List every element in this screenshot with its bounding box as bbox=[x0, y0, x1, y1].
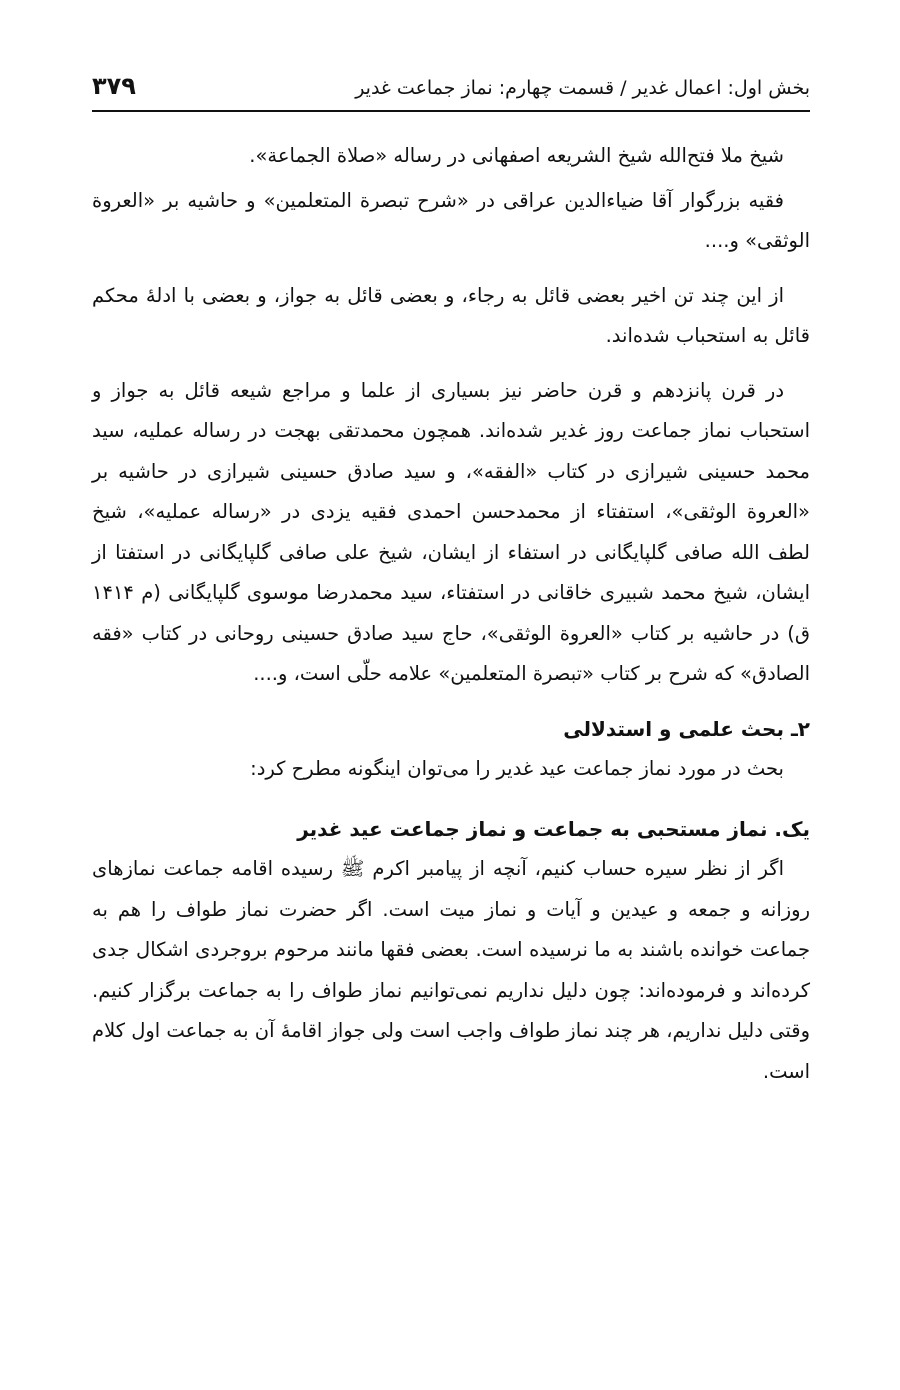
page-number: ۳۷۹ bbox=[92, 72, 136, 100]
spacer bbox=[92, 789, 810, 795]
paragraph-opinions: از این چند تن اخیر بعضی قائل به رجاء، و بعضی قائل به جواز، و بعضی با ادلۀ محکم قائل به استحباب شده‌اند. bbox=[92, 283, 810, 347]
chapter-title: بخش اول: اعمال غدیر / قسمت چهارم: نماز جماعت غدیر bbox=[355, 77, 810, 99]
section-intro: بحث در مورد نماز جماعت عید غدیر را می‌توان اینگونه مطرح کرد: bbox=[250, 756, 784, 780]
page-body bbox=[92, 136, 810, 1092]
book-page bbox=[92, 68, 810, 1092]
running-header bbox=[92, 68, 810, 112]
paragraph-15th-century: در قرن پانزدهم و قرن حاضر نیز بسیاری از علما و مراجع شیعه قائل به جواز و استحباب نماز جماعت روز غدیر شده‌اند. همچون محمدتقی بهجت در رساله عملیه، سید محمد حسینی شیرازی در کتاب «الفقه»، و سید صادق حسینی شیرازی در حاشیه بر «العروة الوثقی»، استفتاء از محمدحسن احمدی فقیه یزدی در «رساله عملیه»، شیخ لطف الله صافی گلپایگانی در استفاء از ایشان، شیخ علی صافی گلپایگانی در استفتا از ایشان، شیخ محمد شبیری خاقانی در استفتاء، سید محمدرضا موسوی گلپایگانی (م ۱۴۱۴ ق) در حاشیه بر کتاب «العروة الوثقی»، حاج سید صادق حسینی روحانی در کتاب «فقه الصادق» که شرح بر کتاب «تبصرة المتعلمین» علامه حلّی است، و.... bbox=[92, 378, 810, 685]
subsection-heading-recommended-prayer: یک. نماز مستحبی به جماعت و نماز جماعت عید غدیر bbox=[297, 817, 810, 841]
paragraph-zia-iraqi: فقیه بزرگوار آقا ضیاءالدین عراقی در «شرح تبصرة المتعلمین» و حاشیه بر «العروة الوثقی» و.... bbox=[92, 188, 810, 252]
paragraph-prophetic-practice: اگر از نظر سیره حساب کنیم، آنچه از پیامبر اکرم ﷺ رسیده اقامه جماعت نمازهای روزانه و جمعه و عیدین و آیات و نماز میت است. اگر حضرت نماز طواف را هم به جماعت خوانده باشند به ما نرسیده است. بعضی فقها مانند مرحوم بروجردی اشکال جدی کرده‌اند و فرموده‌اند: چون دلیل نداریم نمی‌توانیم نماز طواف را به جماعت برگزار کنیم. وقتی دلیل نداریم، هر چند نماز طواف واجب است ولی جواز اقامۀ آن به جماعت اول کلام است. bbox=[92, 857, 810, 1083]
paragraph-shaykh-fathullah: شیخ ملا فتح‌الله شیخ الشریعه اصفهانی در رساله «صلاة الجماعة». bbox=[249, 144, 784, 167]
section-heading-scholarly-discussion: ۲ـ بحث علمی و استدلالی bbox=[563, 716, 810, 741]
